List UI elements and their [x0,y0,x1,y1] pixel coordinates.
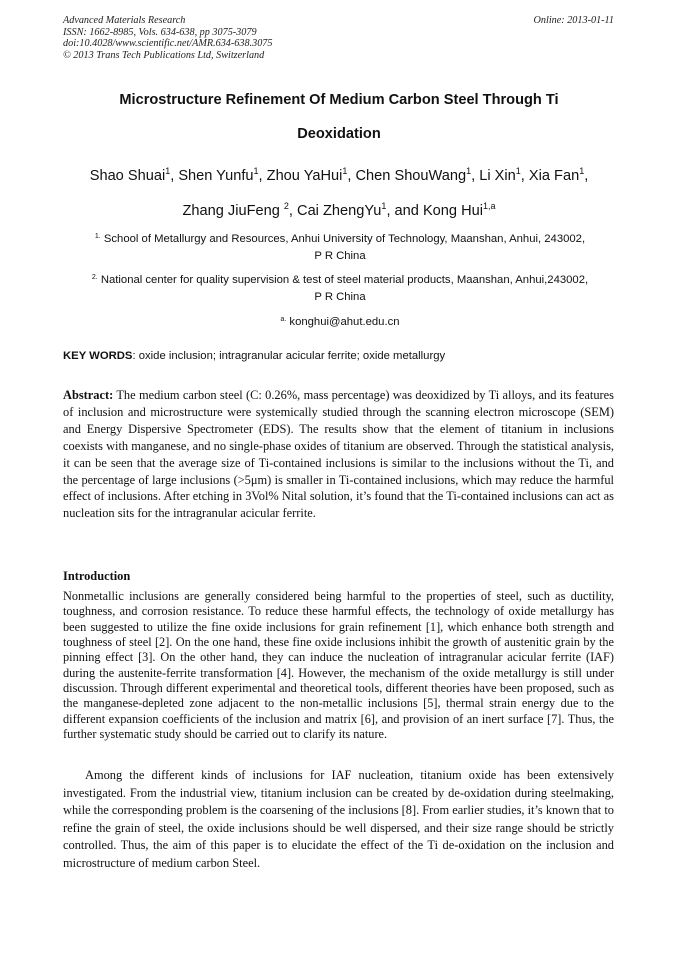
author-separator: , [288,203,298,219]
author-affil-mark: 2 [283,201,289,211]
author-name: Shao Shuai [89,168,166,184]
author-affil-mark: 1 [253,166,259,176]
author-name: Shen Yunfu [178,168,254,184]
keywords-text: : oxide inclusion; intragranular acicular ferrite; oxide metallurgy [132,350,446,362]
email-mark: a. [280,316,287,323]
author-affil-mark: 1 [466,166,472,176]
paper-title-line-1: Microstructure Refinement Of Medium Carbon Steel Through Ti [119,92,559,108]
author-name: Zhang JiuFeng [182,203,284,219]
doi-line: doi:10.4028/www.scientific.net/AMR.634-638.3075 [63,38,273,49]
issn-line: ISSN: 1662-8985, Vols. 634-638, pp 3075-3079 [63,26,257,38]
affiliation-1-line-1 [60,233,620,246]
introduction-paragraph-1: Nonmetallic inclusions are generally considered being harmful to the properties of steel, such as ductility, toughness, and corrosion resistance. To reduce these harmful effects, the technology of oxide metallurgy has been suggested to utilize the fine oxide inclusions for grain refinement [1], which enhance both strength and toughness of steel [2]. On the one hand, these fine oxide inclusions inhibit the growth of austenitic grain by the pinning effect [3]. On the other hand, they can induce the nucleation of intragranular acicular ferrite (IAF) during the austenite-ferrite transformation [4]. However, the mechanism of the oxide metallurgy is still under discussion. Through different experimental and theoretical tools, different theories have been proposed, such as the manganese-depleted zone adjacent to the non-metallic inclusions [5], thermal strain energy due to the different expansion coefficients of the inclusion and matrix [6], and provision of an inert surface [7]. Thus, the further systematic study should be carried out to clarify its nature. [63,589,614,742]
author-separator: , [170,168,179,184]
email-link[interactable]: konghui@ahut.edu.cn [286,316,400,328]
author-separator: , [347,168,356,184]
author-list-line-1 [30,168,648,184]
affiliation-mark: 1. [94,233,101,240]
affiliation-mark: 2. [91,274,98,281]
affiliation-1-line-2: P R China [314,250,366,262]
affiliation-2-line-1 [60,274,620,287]
author-affil-mark: 1,a [483,201,496,211]
author-name: Kong Hui [422,203,483,219]
affiliation-text: School of Metallurgy and Resources, Anhui University of Technology, Maanshan, Anhui, 243002, [100,233,586,245]
author-separator: , [584,168,589,184]
journal-header [63,15,272,61]
affiliation-text: National center for quality supervision & test of steel material products, Maanshan, Anhui,243002, [97,274,589,286]
journal-name: Advanced Materials Research [63,15,186,26]
author-list-line-2 [30,203,648,219]
author-affil-mark: 1 [165,166,171,176]
author-name: Zhou YaHui [266,168,343,184]
author-name: Li Xin [479,168,516,184]
affiliation-2-line-2: P R China [314,291,366,303]
abstract-label: Abstract: [63,388,114,402]
author-name: Xia Fan [528,168,580,184]
author-separator: , [520,168,529,184]
author-affil-mark: 1 [515,166,521,176]
author-affil-mark: 1 [342,166,348,176]
corresponding-email [60,316,620,329]
author-and: , and [386,203,423,219]
author-affil-mark: 1 [579,166,585,176]
introduction-paragraph-2: Among the different kinds of inclusions for IAF nucleation, titanium oxide has been extensively investigated. From the industrial view, titanium inclusion can be created by de-oxidation during steelmaking, while the corresponding problem is the coarsening of the inclusions [8]. From earlier studies, it’s known that to refine the grain of steel, the oxide inclusions should be well dispersed, and their size range should be strictly controlled. Thus, the aim of this paper is to elucidate the effect of the Ti de-oxidation on the inclusion and microstructure of medium carbon Steel. [63,768,614,870]
author-affil-mark: 1 [381,201,387,211]
online-date: Online: 2013-01-11 [533,15,614,26]
author-name: Cai ZhengYu [297,203,382,219]
author-separator: , [471,168,480,184]
keywords [63,350,623,362]
author-name: Chen ShouWang [355,168,467,184]
paper-title-line-2: Deoxidation [297,126,381,142]
introduction-heading: Introduction [63,569,131,583]
copyright-line: © 2013 Trans Tech Publications Ltd, Switzerland [63,49,265,61]
abstract [63,387,614,522]
author-separator: , [258,168,267,184]
keywords-label: KEY WORDS [63,350,133,362]
abstract-text: The medium carbon steel (C: 0.26%, mass percentage) was deoxidized by Ti alloys, and its features of inclusion and microstructure were systemically studied through the scanning electron microscope (SEM) and Energy Dispersive Spectrometer (EDS). The results show that the element of titanium in inclusions coexists with manganese, and no single-phase oxides of titanium are observed. Through the statistical analysis, it can be seen that the average size of Ti-contained inclusions is similar to the inclusions without the Ti, and the percentage of large inclusions (>5μm) is smaller in Ti-contained inclusions, which may reduce the harmful effect of inclusions. After etching in 3Vol% Nital solution, it’s found that the Ti-contained inclusions can act as nucleation sits for the intragranular acicular ferrite. [63,388,614,521]
